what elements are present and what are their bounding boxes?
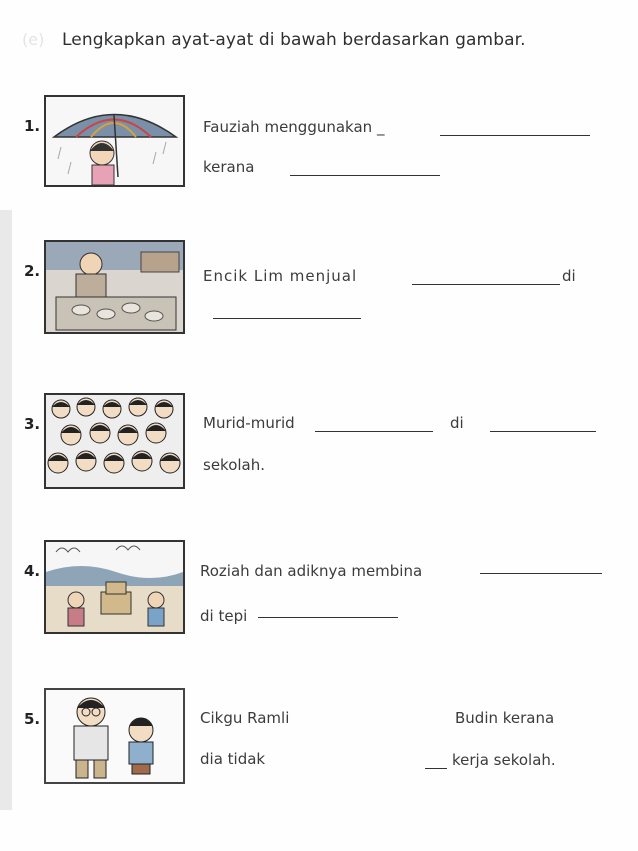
sentence-part: Budin kerana	[455, 709, 555, 727]
answer-blank[interactable]	[258, 617, 398, 618]
answer-blank[interactable]	[315, 431, 433, 432]
sentence-part: kerja sekolah.	[452, 751, 556, 769]
answer-blank[interactable]	[440, 135, 590, 136]
sentence-part: dia tidak	[200, 750, 266, 768]
sentence-part: kerana	[203, 158, 255, 176]
instruction-text: Lengkapkan ayat-ayat di bawah berdasarkan gambar.	[62, 30, 526, 50]
answer-blank[interactable]	[290, 175, 440, 176]
girl-with-umbrella-icon	[44, 95, 185, 187]
question-number: 1.	[24, 117, 41, 135]
answer-blank[interactable]	[412, 284, 560, 285]
question-number: 2.	[24, 262, 41, 280]
sentence-part: di	[450, 414, 464, 432]
sentence-part: Cikgu Ramli	[200, 709, 290, 727]
answer-blank[interactable]	[425, 768, 447, 769]
answer-blank[interactable]	[490, 431, 596, 432]
sandcastle-icon	[44, 540, 185, 634]
sentence-part: Murid-murid	[203, 414, 295, 432]
sentence-part: Roziah dan adiknya membina	[200, 562, 423, 580]
question-2	[0, 240, 638, 335]
crowd-of-students-icon	[44, 393, 185, 489]
question-4	[0, 540, 638, 635]
sentence-part: Fauziah menggunakan _	[203, 118, 385, 136]
question-number: 5.	[24, 710, 41, 728]
sentence-part: Encik Lim menjual	[203, 267, 358, 285]
section-label: (e)	[22, 30, 45, 49]
question-5	[0, 688, 638, 788]
answer-blank[interactable]	[213, 318, 361, 319]
question-3	[0, 393, 638, 488]
sentence-part: di tepi	[200, 607, 248, 625]
teacher-and-boy-icon	[44, 688, 185, 784]
answer-blank[interactable]	[480, 573, 602, 574]
question-number: 4.	[24, 562, 41, 580]
question-number: 3.	[24, 415, 41, 433]
question-1	[0, 95, 638, 190]
sentence-part: sekolah.	[203, 456, 266, 474]
sentence-part: di	[562, 267, 576, 285]
market-stall-icon	[44, 240, 185, 334]
